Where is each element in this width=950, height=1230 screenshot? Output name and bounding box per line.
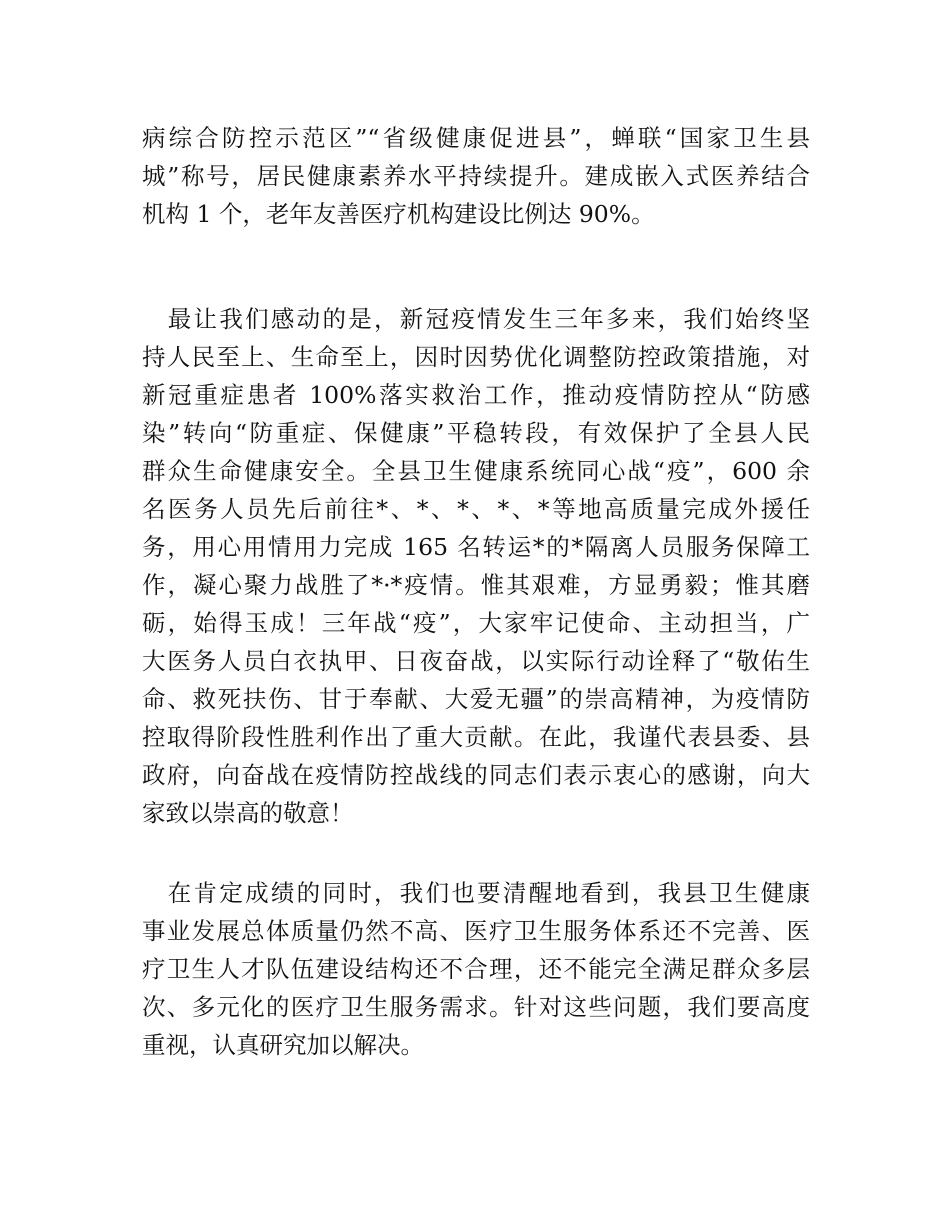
- text-line: 重视，认真研究加以解决。: [142, 1031, 424, 1059]
- text-line: 家致以崇高的敬意！: [142, 799, 354, 827]
- text-line: 名医务人员先后前往*、*、*、*、*等地高质量完成外援任: [142, 495, 810, 523]
- text-line: 持人民至上、生命至上，因时因势优化调整防控政策措施，对: [142, 343, 810, 371]
- text-line: 命、救死扶伤、甘于奉献、大爱无疆”的崇高精神，为疫情防: [142, 685, 810, 713]
- text-line: 城”称号，居民健康素养水平持续提升。建成嵌入式医养结合: [142, 162, 810, 190]
- text-line: 砺，始得玉成！三年战“疫”，大家牢记使命、主动担当，广: [142, 609, 810, 637]
- text-line: 疗卫生人才队伍建设结构还不合理，还不能完全满足群众多层: [142, 955, 810, 983]
- text-line: 群众生命健康安全。全县卫生健康系统同心战“疫”，600 余: [142, 457, 810, 485]
- text-line: 染”转向“防重症、保健康”平稳转段，有效保护了全县人民: [142, 419, 810, 447]
- paragraph-epidemic-response: [142, 300, 810, 832]
- text-line: 机构 1 个，老年友善医疗机构建设比例达 90%。: [142, 200, 655, 228]
- text-line: 务，用心用情用力完成 165 名转运*的*隔离人员服务保障工: [142, 533, 810, 561]
- text-line: 作，凝心聚力战胜了*·*疫情。惟其艰难，方显勇毅；惟其磨: [142, 571, 810, 599]
- text-line: 最让我们感动的是，新冠疫情发生三年多来，我们始终坚: [142, 305, 810, 333]
- paragraph-remaining-problems: [142, 874, 810, 1064]
- text-line: 控取得阶段性胜利作出了重大贡献。在此，我谨代表县委、县: [142, 723, 810, 751]
- text-line: 政府，向奋战在疫情防控战线的同志们表示衷心的感谢，向大: [142, 761, 810, 789]
- text-line: 大医务人员白衣执甲、日夜奋战，以实际行动诠释了“敬佑生: [142, 647, 810, 675]
- paragraph-health-achievements: [142, 119, 810, 233]
- text-line: 病综合防控示范区”“省级健康促进县”，蝉联“国家卫生县: [142, 124, 810, 152]
- text-line: 事业发展总体质量仍然不高、医疗卫生服务体系还不完善、医: [142, 917, 810, 945]
- text-line: 新冠重症患者 100%落实救治工作，推动疫情防控从“防感: [142, 381, 810, 409]
- text-line: 在肯定成绩的同时，我们也要清醒地看到，我县卫生健康: [142, 879, 810, 907]
- text-line: 次、多元化的医疗卫生服务需求。针对这些问题，我们要高度: [142, 993, 810, 1021]
